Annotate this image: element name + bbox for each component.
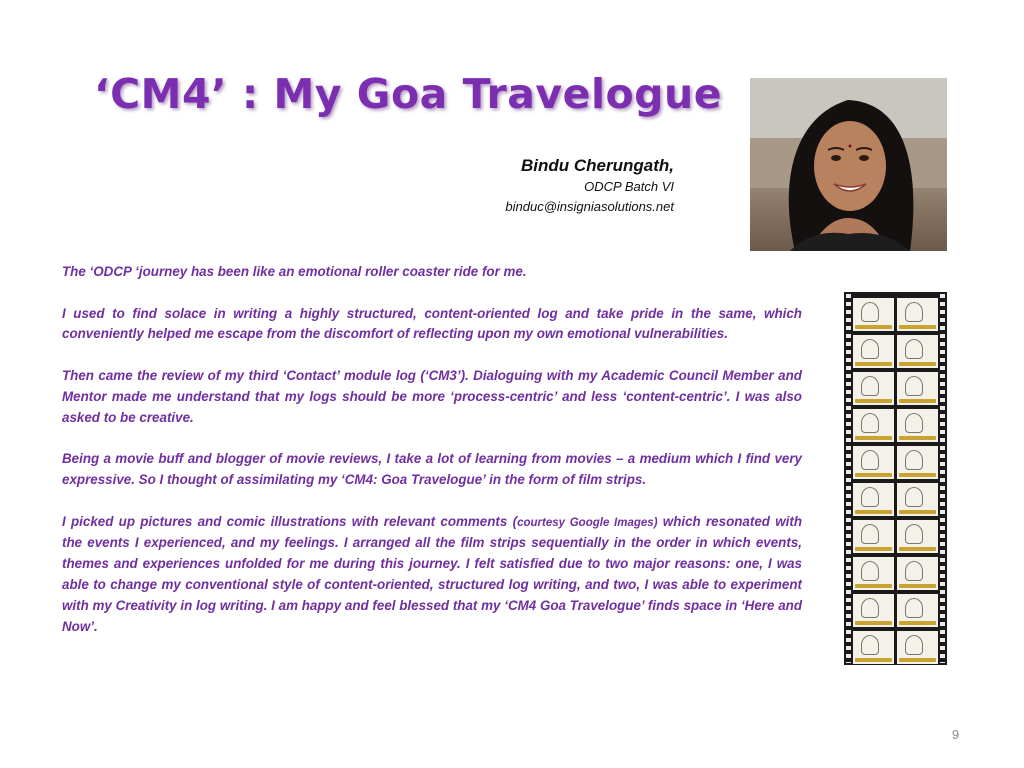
paragraph-film-strips xyxy=(62,512,802,638)
film-frame xyxy=(853,594,894,627)
slide-title: ‘CM4’ : My Goa Travelogue xyxy=(94,70,723,118)
author-email: binduc@insigniasolutions.net xyxy=(505,199,674,214)
film-frame xyxy=(897,446,938,479)
film-strip-image xyxy=(844,292,947,665)
courtesy-note: courtesy Google Images) xyxy=(517,516,658,529)
author-block xyxy=(354,155,674,217)
film-frame xyxy=(853,631,894,664)
film-frame xyxy=(897,298,938,331)
author-photo xyxy=(750,78,947,251)
film-frame xyxy=(853,409,894,442)
paragraph-movies: Being a movie buff and blogger of movie reviews, I take a lot of learning from movies – a medium which I find very expressive. So I thought of assimilating my ‘CM4: Goa Travelogue’ in the form of film strips. xyxy=(62,451,802,487)
film-frame xyxy=(897,594,938,627)
author-name: Bindu Cherungath, xyxy=(521,156,674,175)
paragraph-intro: The ‘ODCP ‘journey has been like an emotional roller coaster ride for me. xyxy=(62,264,527,279)
film-frame xyxy=(897,557,938,590)
film-frame xyxy=(853,298,894,331)
film-frame xyxy=(897,631,938,664)
film-perforation-left xyxy=(846,294,851,663)
body-text xyxy=(62,262,802,658)
paragraph-log-style: I used to find solace in writing a highly structured, content-oriented log and take pride in the same, which conveniently helped me escape from the discomfort of reflecting upon my own emotional vulnerabilities. xyxy=(62,305,802,342)
film-frame xyxy=(853,372,894,405)
film-frame xyxy=(897,335,938,368)
film-frame xyxy=(853,520,894,553)
paragraph-film-strips-start: I picked up pictures and comic illustrations with relevant comments ( xyxy=(62,513,518,529)
film-frame xyxy=(853,446,894,479)
film-frame xyxy=(897,409,938,442)
paragraph-review: Then came the review of my third ‘Contact’ module log (‘CM3’). Dialoguing with my Academic Council Member and Mentor made me understand that my logs should be more ‘process-centric’ and less ‘content-centric’. I was also asked to be creative. xyxy=(62,367,802,425)
film-frame xyxy=(897,520,938,553)
film-frame xyxy=(897,372,938,405)
film-frames xyxy=(853,298,938,659)
film-frame xyxy=(897,483,938,516)
paragraph-film-strips-end: which resonated with the events I experienced, and my feelings. I arranged all the film strips sequentially in the order in which events, themes and experiences unfolded for me during this journey. I felt satisfied due to two major reasons: one, I was able to change my conventional style of content-oriented, structured log writing, and two, I was able to experiment with my Creativity in log writing. I am happy and feel blessed that my ‘CM4 Goa Travelogue’ finds space in ‘Here and Now’. xyxy=(62,513,802,634)
film-perforation-right xyxy=(940,294,945,663)
film-frame xyxy=(853,483,894,516)
page-number: 9 xyxy=(952,727,960,742)
film-frame xyxy=(853,335,894,368)
author-batch: ODCP Batch VI xyxy=(584,179,674,194)
film-frame xyxy=(853,557,894,590)
